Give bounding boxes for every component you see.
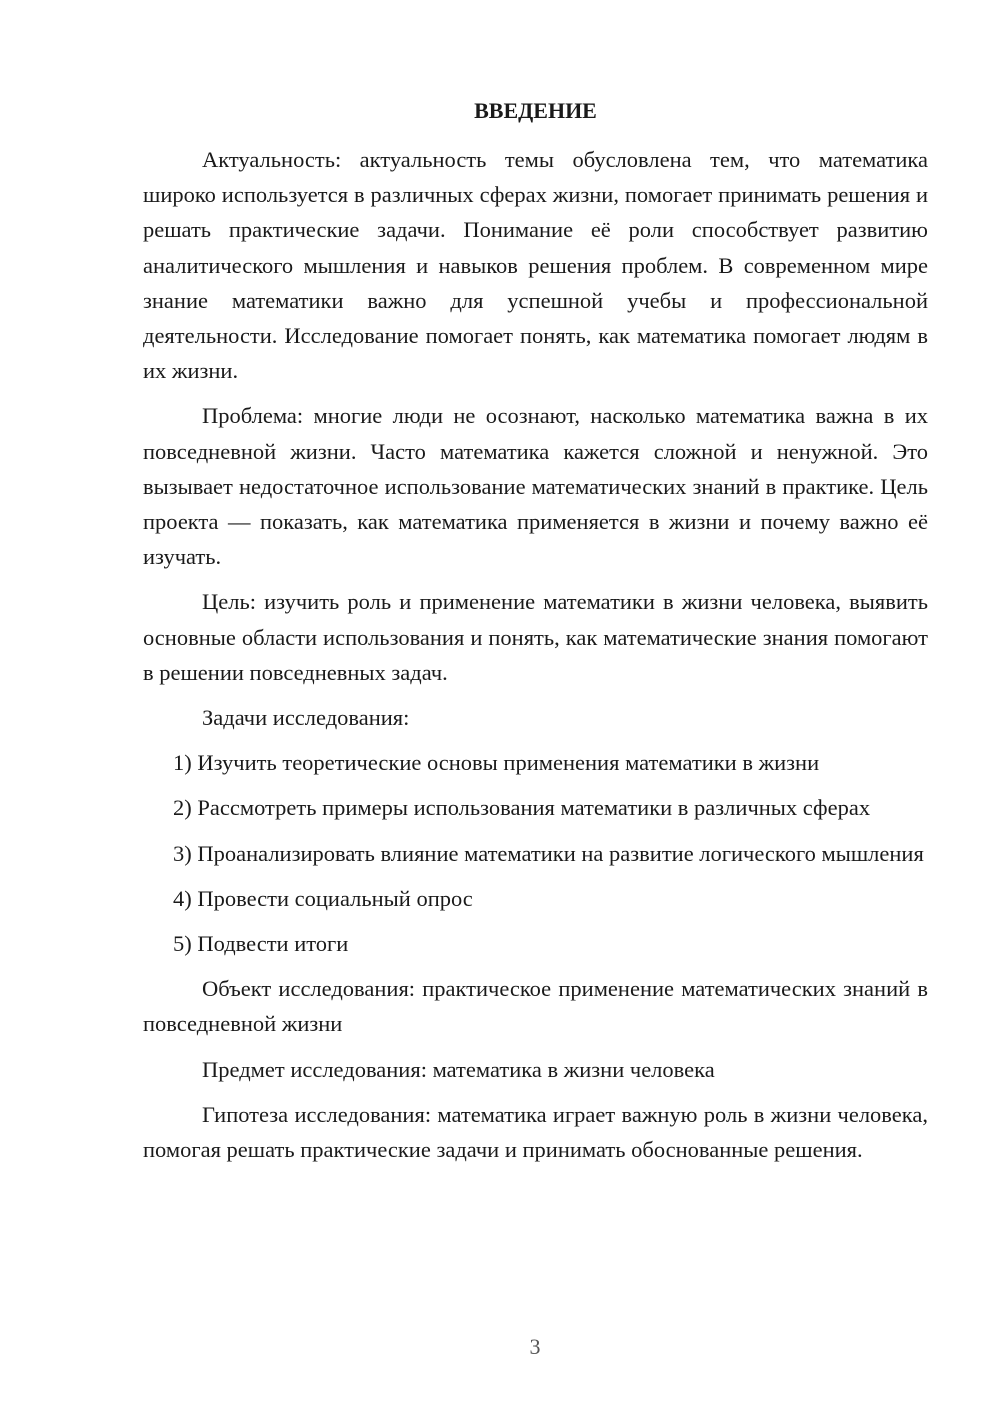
task-item-2: 2) Рассмотреть примеры использования математики в различных сферах: [173, 795, 871, 821]
body-text: [143, 142, 928, 1177]
task-item-4: 4) Провести социальный опрос: [173, 885, 473, 911]
paragraph-tasks-heading: Задачи исследования:: [202, 705, 410, 731]
paragraph-hypothesis: Гипотеза исследования: математика играет важную роль в жизни человека, помогая решать практические задачи и принимать обоснованные решения.: [143, 1101, 928, 1163]
paragraph-subject: Предмет исследования: математика в жизни человека: [202, 1056, 715, 1082]
paragraph-object: Объект исследования: практическое применение математических знаний в повседневной жизни: [143, 976, 928, 1037]
task-item-5: 5) Подвести итоги: [173, 931, 349, 957]
section-heading: ВВЕДЕНИЕ: [474, 98, 597, 123]
paragraph-problem: Проблема: многие люди не осознают, насколько математика важна в их повседневной жизни. Часто математика кажется сложной и ненужной. Это вызывает недостаточное использование математических знаний в практике. Цель проекта — показать, как математика применяется в жизни и почему важно её изучать.: [143, 403, 928, 570]
paragraph-goal: Цель: изучить роль и применение математики в жизни человека, выявить основные области использования и понять, как математические знания помогают в решении повседневных задач.: [143, 589, 928, 685]
page-number: 3: [529, 1334, 541, 1359]
task-item-1: 1) Изучить теоретические основы применения математики в жизни: [173, 750, 820, 776]
paragraph-relevance: Актуальность: актуальность темы обусловлена тем, что математика широко используется в различных сферах жизни, помогает принимать решения и решать практические задачи. Понимание её роли способствует развитию аналитического мышления и навыков решения проблем. В современном мире знание математики важно для успешной учебы и профессиональной деятельности. Исследование помогает понять, как математика помогает людям в их жизни.: [143, 147, 928, 384]
task-item-3: 3) Проанализировать влияние математики на развитие логического мышления: [173, 840, 924, 866]
